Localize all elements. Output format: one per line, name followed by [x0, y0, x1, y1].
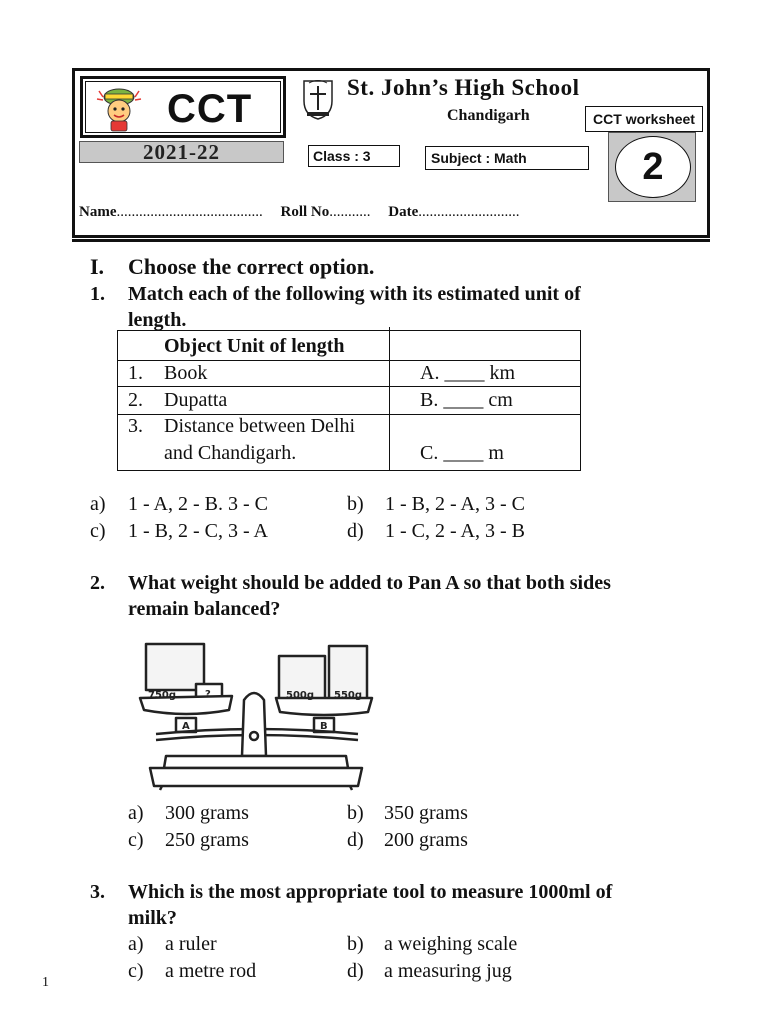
row-number: 2.: [128, 389, 143, 411]
table-row: [118, 415, 580, 471]
table-row: [118, 361, 580, 387]
table-header: Object Unit of length: [164, 335, 345, 357]
option-label: c): [128, 829, 144, 851]
option-label: d): [347, 520, 364, 542]
row-unit: C. ____ m: [420, 442, 504, 464]
row-object: Dupatta: [164, 389, 228, 411]
option-b[interactable]: a weighing scale: [384, 933, 518, 955]
option-label: a): [128, 802, 144, 824]
option-b[interactable]: 350 grams: [384, 802, 468, 824]
worksheet-label: CCT worksheet: [585, 106, 703, 132]
worksheet-header: [72, 68, 710, 238]
row-object: Book: [164, 362, 208, 384]
unknown-weight-label: ?: [205, 689, 211, 700]
option-label: a): [128, 933, 144, 955]
row-object: Distance between Delhi: [164, 415, 356, 437]
question-number: 3.: [90, 881, 105, 903]
option-label: d): [347, 960, 364, 982]
option-d[interactable]: 1 - C, 2 - A, 3 - B: [385, 520, 525, 542]
option-label: b): [347, 933, 364, 955]
table-row: [118, 387, 580, 415]
question-number: 2.: [90, 572, 105, 594]
page-number: 1: [42, 975, 49, 990]
question-text: Which is the most appropriate tool to measure 1000ml of: [128, 881, 613, 903]
row-number: 3.: [128, 415, 143, 437]
name-label: Name: [79, 204, 117, 220]
row-unit: B. ____ cm: [420, 389, 513, 411]
option-label: c): [128, 960, 144, 982]
date-blank[interactable]: ...........................: [418, 204, 520, 220]
row-unit: A. ____ km: [420, 362, 515, 384]
student-mascot-icon: [93, 83, 145, 135]
name-blank[interactable]: .......................................: [116, 204, 263, 220]
school-city: Chandigarh: [447, 107, 530, 124]
pan-a-label: A: [182, 721, 190, 732]
cct-title: CCT: [167, 87, 253, 131]
option-d[interactable]: 200 grams: [384, 829, 468, 851]
class-field: Class : 3: [308, 145, 400, 167]
question-number: 1.: [90, 283, 105, 305]
option-label: c): [90, 520, 106, 542]
table-header-row: [118, 331, 580, 361]
student-info-line: [79, 204, 705, 221]
match-table: [117, 330, 581, 471]
school-name: St. John’s High School: [347, 75, 580, 100]
option-a[interactable]: 1 - A, 2 - B. 3 - C: [128, 493, 268, 515]
cct-title-box: [80, 76, 286, 138]
school-crest-icon: [301, 77, 335, 121]
question-text: What weight should be added to Pan A so that both sides: [128, 572, 611, 594]
option-c[interactable]: 1 - B, 2 - C, 3 - A: [128, 520, 268, 542]
weight-label-right-1: 500g: [286, 690, 315, 701]
subject-field: Subject : Math: [425, 146, 589, 170]
date-label: Date: [388, 204, 419, 220]
worksheet-number-tile: [608, 132, 696, 202]
option-label: b): [347, 493, 364, 515]
section-title: Choose the correct option.: [128, 254, 375, 279]
option-c[interactable]: a metre rod: [165, 960, 257, 982]
roll-label: Roll No: [280, 204, 330, 220]
question-text: length.: [128, 309, 187, 331]
question-text: milk?: [128, 907, 177, 929]
pan-b-label: B: [320, 721, 328, 732]
option-a[interactable]: a ruler: [165, 933, 217, 955]
option-b[interactable]: 1 - B, 2 - A, 3 - C: [385, 493, 525, 515]
option-c[interactable]: 250 grams: [165, 829, 249, 851]
academic-year: 2021-22: [79, 141, 284, 163]
weight-label-right-2: 550g: [334, 690, 363, 701]
question-text: Match each of the following with its estimated unit of: [128, 283, 581, 305]
weight-label-left: 750g: [148, 690, 177, 701]
worksheet-number: 2: [615, 136, 691, 198]
option-d[interactable]: a measuring jug: [384, 960, 512, 982]
balance-scale-figure: [136, 638, 376, 793]
option-label: b): [347, 802, 364, 824]
row-object: and Chandigarh.: [164, 442, 297, 464]
option-a[interactable]: 300 grams: [165, 802, 249, 824]
option-label: a): [90, 493, 106, 515]
section-number: I.: [90, 254, 105, 279]
option-label: d): [347, 829, 364, 851]
roll-blank[interactable]: ...........: [329, 204, 371, 220]
question-text: remain balanced?: [128, 598, 281, 620]
row-number: 1.: [128, 362, 143, 384]
